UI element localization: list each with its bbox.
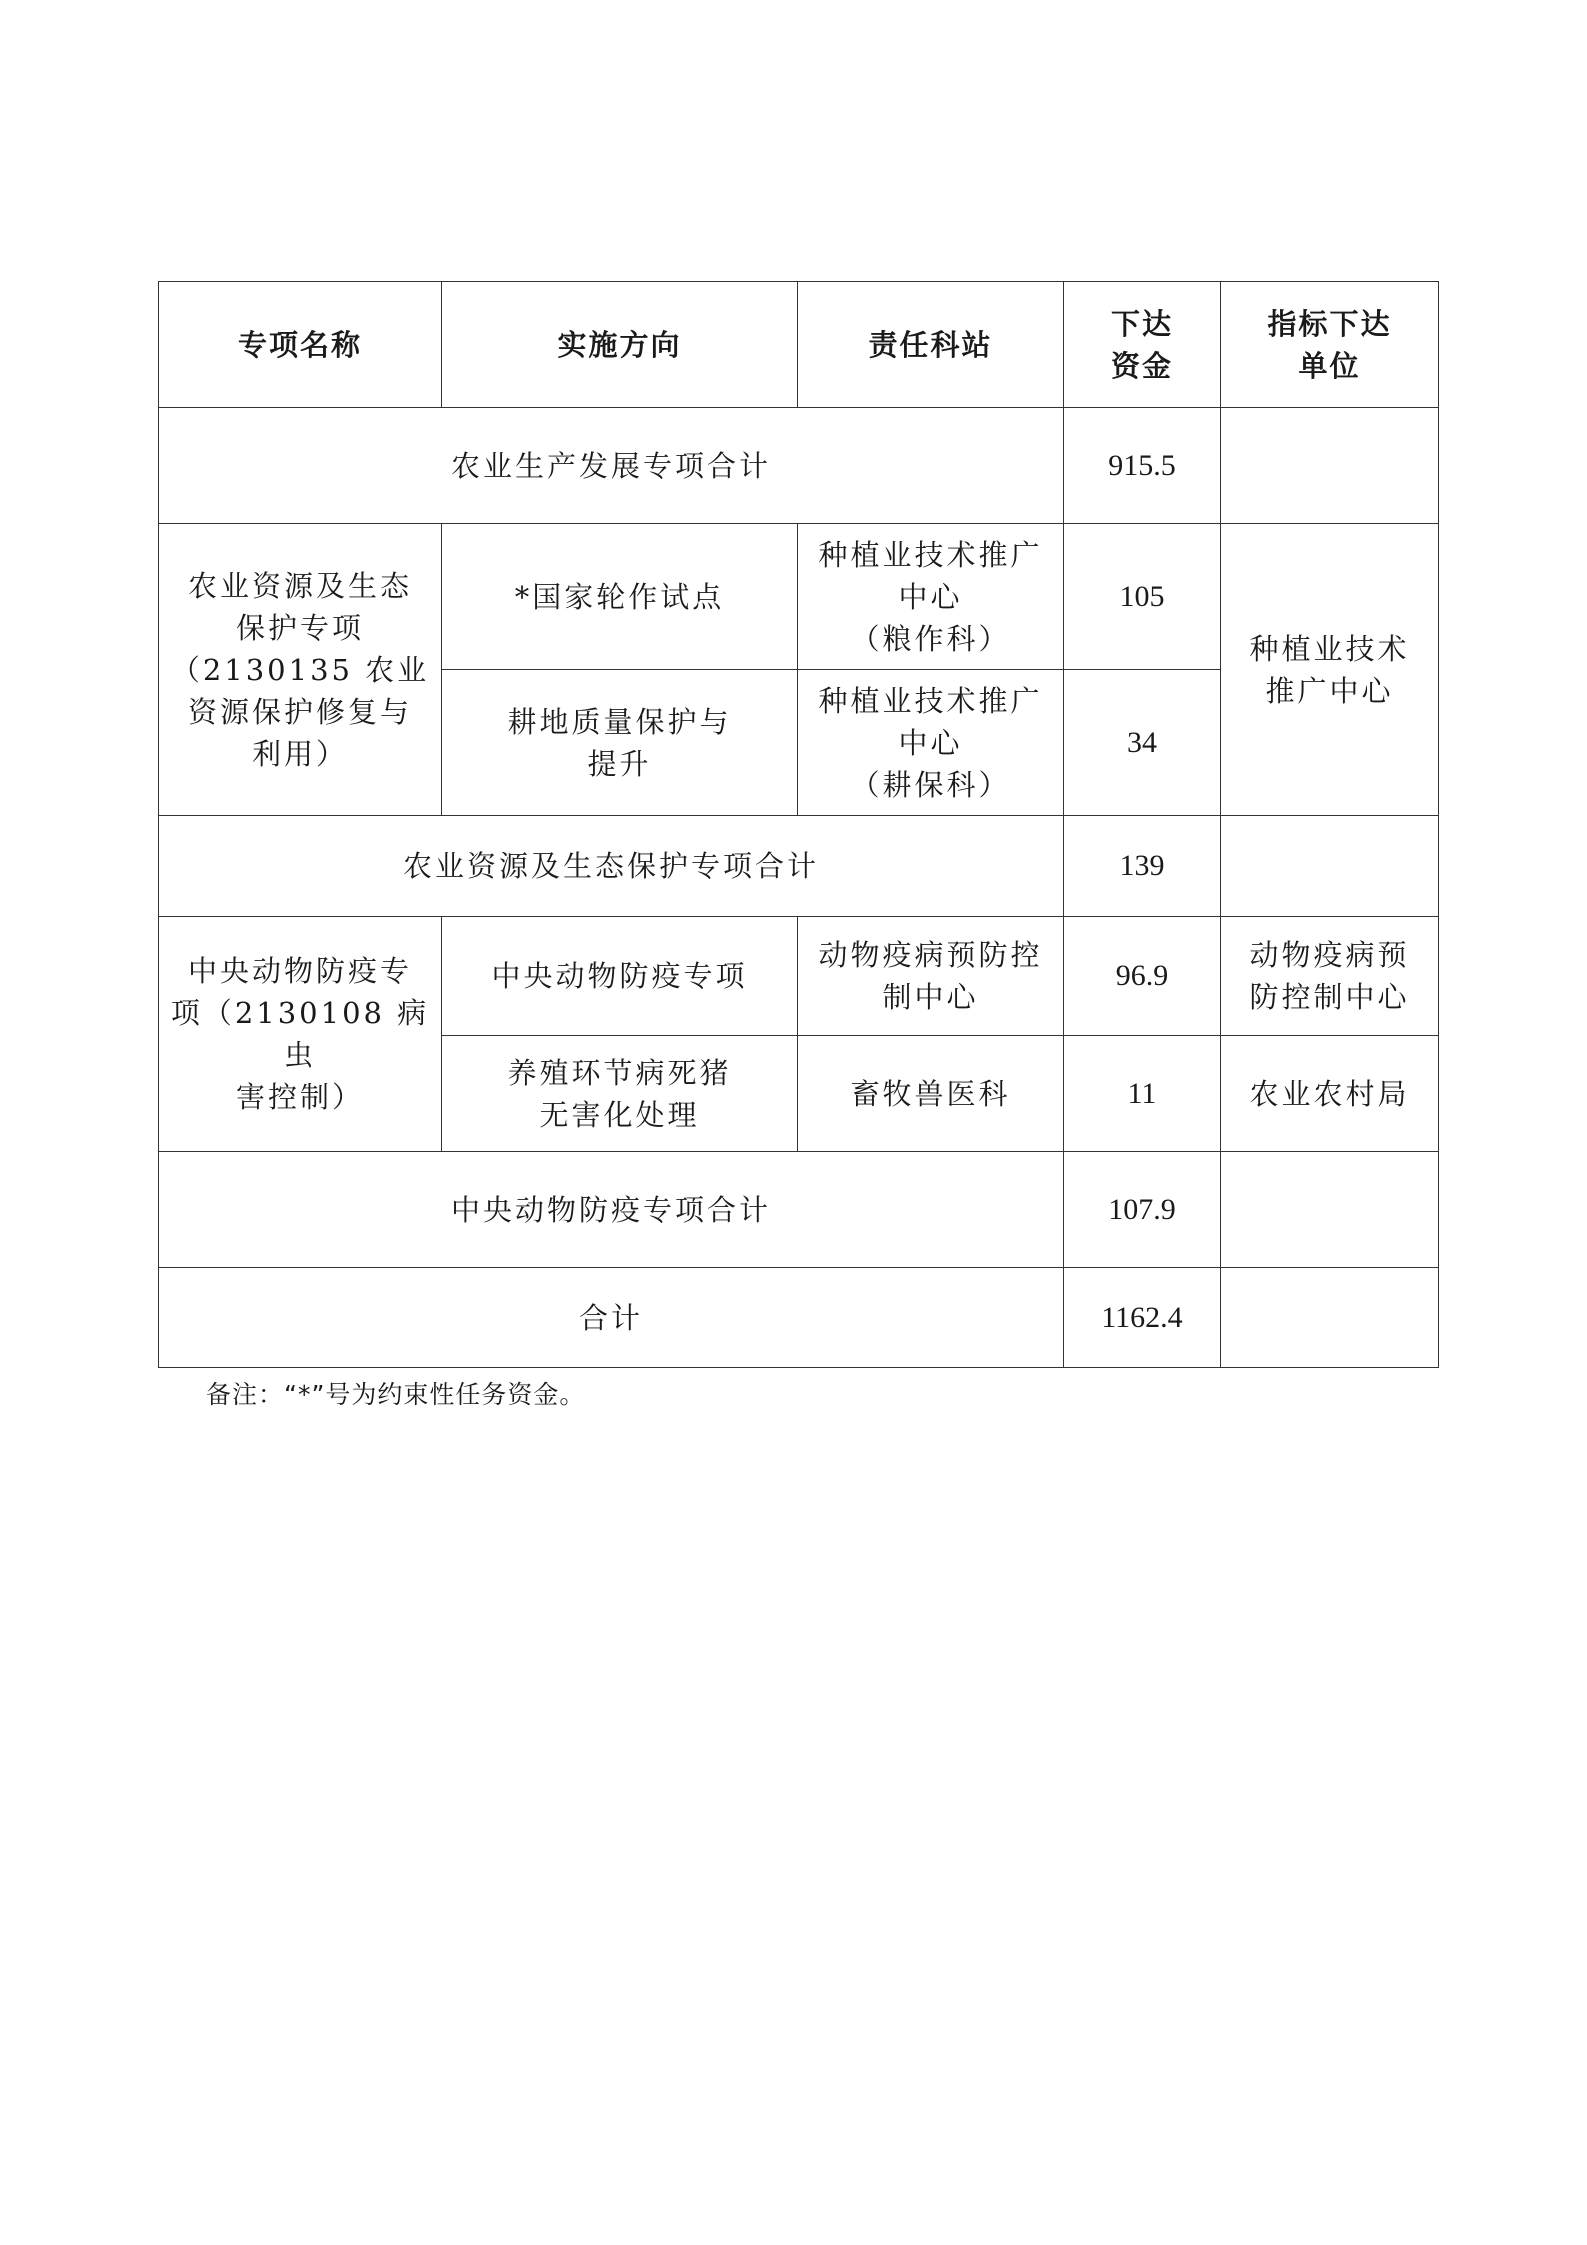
subtotal-amount: 139 <box>1064 816 1221 917</box>
direction-cell: *国家轮作试点 <box>442 524 798 670</box>
subtotal-row-agri-production <box>159 408 1439 524</box>
subtotal-row-agri-resource <box>159 816 1439 917</box>
subtotal-amount: 915.5 <box>1064 408 1221 524</box>
direction-line: 提升 <box>587 746 652 781</box>
project-name-line: 资源保护修复与 <box>187 694 412 729</box>
grand-total-amount: 1162.4 <box>1064 1268 1221 1368</box>
direction-line: 无害化处理 <box>539 1097 700 1132</box>
unit-line: 中心 <box>898 579 963 614</box>
target-line: 种植业技术 <box>1249 631 1410 666</box>
target-line: 推广中心 <box>1265 673 1394 708</box>
table-row <box>159 917 1439 1036</box>
target-unit-cell <box>1221 917 1439 1036</box>
target-line: 防控制中心 <box>1249 980 1410 1014</box>
footnote: 备注：“*”号为约束性任务资金。 <box>206 1380 586 1409</box>
project-name-line: 项（2130108 病虫 <box>170 996 430 1072</box>
unit-line: 中心 <box>898 725 963 760</box>
header-target-unit <box>1221 282 1439 408</box>
header-target-line2: 单位 <box>1298 348 1361 383</box>
header-target-line1: 指标下达 <box>1267 306 1392 341</box>
target-unit-cell: 农业农村局 <box>1221 1036 1439 1152</box>
subtotal-row-animal-epidemic <box>159 1152 1439 1268</box>
fund-allocation-table <box>158 281 1439 1368</box>
empty-cell <box>1221 408 1439 524</box>
empty-cell <box>1221 816 1439 917</box>
table-row <box>159 524 1439 670</box>
header-direction: 实施方向 <box>442 282 798 408</box>
target-unit-cell <box>1221 524 1439 816</box>
responsible-unit-cell <box>798 670 1064 816</box>
subtotal-label: 农业资源及生态保护专项合计 <box>159 816 1064 917</box>
direction-line: 养殖环节病死猪 <box>507 1055 732 1090</box>
amount-cell: 105 <box>1064 524 1221 670</box>
direction-line: 耕地质量保护与 <box>507 704 732 739</box>
project-name-line: 害控制） <box>235 1080 364 1114</box>
target-line: 动物疫病预 <box>1249 938 1410 972</box>
empty-cell <box>1221 1152 1439 1268</box>
subtotal-label: 农业生产发展专项合计 <box>159 408 1064 524</box>
header-responsible-unit: 责任科站 <box>798 282 1064 408</box>
responsible-unit-cell <box>798 917 1064 1036</box>
amount-cell: 96.9 <box>1064 917 1221 1036</box>
project-name-line: 农业资源及生态 <box>187 568 412 603</box>
header-fund-line1: 下达 <box>1110 306 1173 341</box>
project-name-animal-epidemic <box>159 917 442 1152</box>
direction-cell <box>442 670 798 816</box>
project-name-line: 保护专项 <box>235 610 364 645</box>
project-name-line: 中央动物防疫专 <box>187 954 412 988</box>
header-project-name: 专项名称 <box>159 282 442 408</box>
unit-line: 种植业技术推广 <box>818 683 1043 718</box>
unit-line: 动物疫病预防控 <box>818 938 1043 972</box>
project-name-agri-resource <box>159 524 442 816</box>
empty-cell <box>1221 1268 1439 1368</box>
amount-cell: 11 <box>1064 1036 1221 1152</box>
header-fund-line2: 资金 <box>1110 348 1173 383</box>
table-header-row <box>159 282 1439 408</box>
subtotal-amount: 107.9 <box>1064 1152 1221 1268</box>
direction-cell: 中央动物防疫专项 <box>442 917 798 1036</box>
unit-line: 种植业技术推广 <box>818 537 1043 572</box>
amount-cell: 34 <box>1064 670 1221 816</box>
unit-line: （耕保科） <box>850 767 1011 802</box>
unit-line: （粮作科） <box>850 621 1011 656</box>
grand-total-label: 合计 <box>159 1268 1064 1368</box>
direction-cell <box>442 1036 798 1152</box>
grand-total-row <box>159 1268 1439 1368</box>
header-fund <box>1064 282 1221 408</box>
responsible-unit-cell: 畜牧兽医科 <box>798 1036 1064 1152</box>
subtotal-label: 中央动物防疫专项合计 <box>159 1152 1064 1268</box>
unit-line: 制中心 <box>882 980 979 1014</box>
responsible-unit-cell <box>798 524 1064 670</box>
project-name-line: 利用） <box>251 736 348 771</box>
project-name-line: （2130135 农业 <box>170 652 430 687</box>
